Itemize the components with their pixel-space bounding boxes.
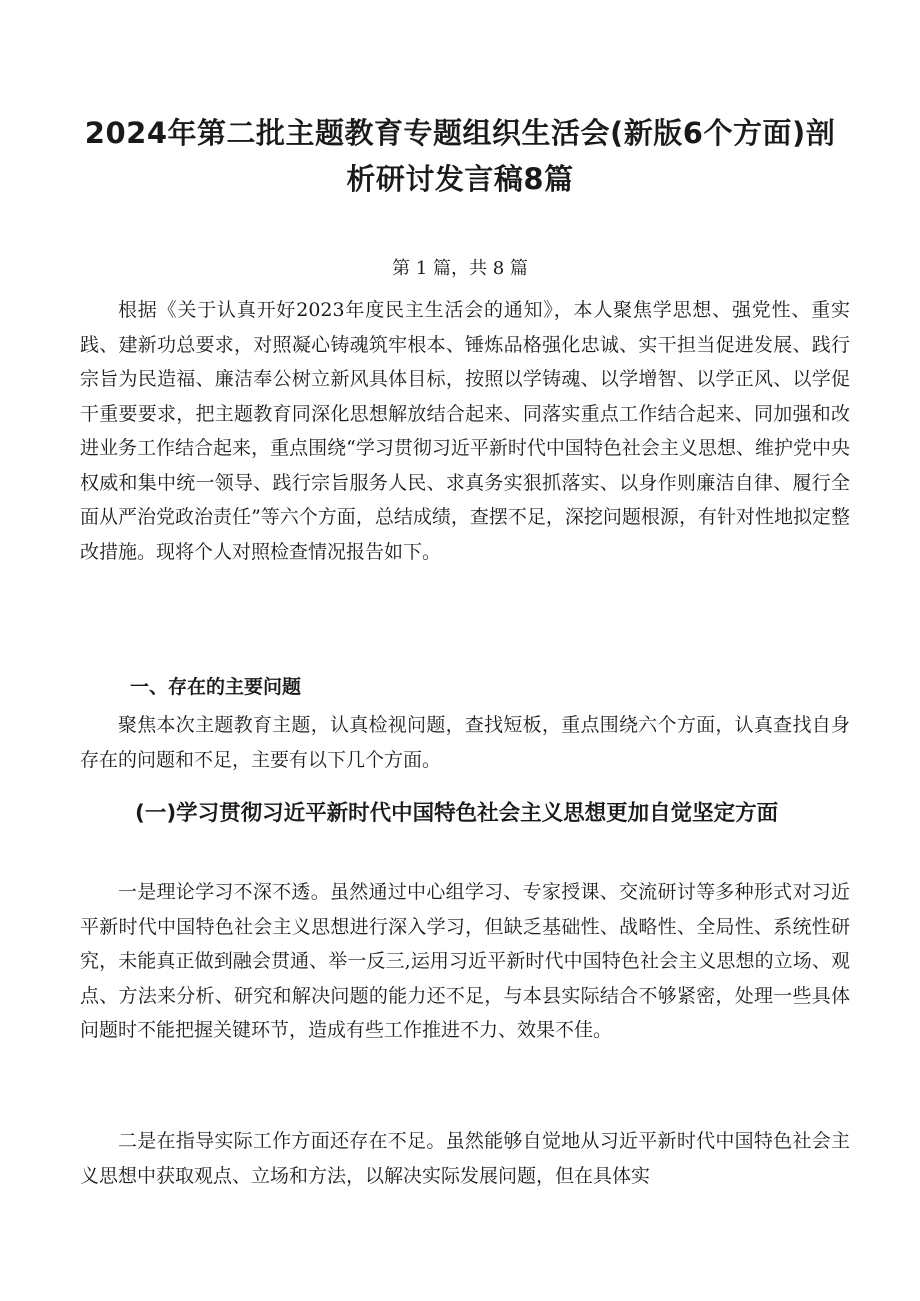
point-one-paragraph: 一是理论学习不深不透。虽然通过中心组学习、专家授课、交流研讨等多种形式对习近平新时代中国特色社会主义思想进行深入学习，但缺乏基础性、战略性、全局性、系统性研究，未能真正做到融会贯通、举一反三,运用习近平新时代中国特色社会主义思想的立场、观点、方法来分析、研究和解决问题的能力还不足，与本县实际结合不够紧密，处理一些具体问题时不能把握关键环节，造成有些工作推进不力、效果不佳。	[80, 881, 850, 1041]
document-title: 2024年第二批主题教育专题组织生活会(新版6个方面)剖析研讨发言稿8篇	[84, 116, 836, 196]
subsection-heading: (一)学习贯彻习近平新时代中国特色社会主义思想更加自觉坚定方面	[135, 801, 779, 826]
section-heading: 一、存在的主要问题	[130, 676, 302, 698]
part-indicator: 第 1 篇，共 8 篇	[392, 258, 528, 279]
point-two-paragraph: 二是在指导实际工作方面还存在不足。虽然能够自觉地从习近平新时代中国特色社会主义思想中获取观点、立场和方法，以解决实际发展问题，但在具体实	[80, 1130, 850, 1187]
intro-paragraph: 根据《关于认真开好2023年度民主生活会的通知》，本人聚焦学思想、强党性、重实践、建新功总要求，对照凝心铸魂筑牢根本、锤炼品格强化忠诚、实干担当促进发展、践行宗旨为民造福、廉洁奉公树立新风具体目标，按照以学铸魂、以学增智、以学正风、以学促干重要要求，把主题教育同深化思想解放结合起来、同落实重点工作结合起来、同加强和改进业务工作结合起来，重点围绕“学习贯彻习近平新时代中国特色社会主义思想、维护党中央权威和集中统一领导、践行宗旨服务人民、求真务实狠抓落实、以身作则廉洁自律、履行全面从严治党政治责任”等六个方面，总结成绩，查摆不足，深挖问题根源，有针对性地拟定整改措施。现将个人对照检查情况报告如下。	[80, 299, 850, 563]
section-paragraph: 聚焦本次主题教育主题，认真检视问题，查找短板，重点围绕六个方面，认真查找自身存在的问题和不足，主要有以下几个方面。	[80, 714, 850, 771]
